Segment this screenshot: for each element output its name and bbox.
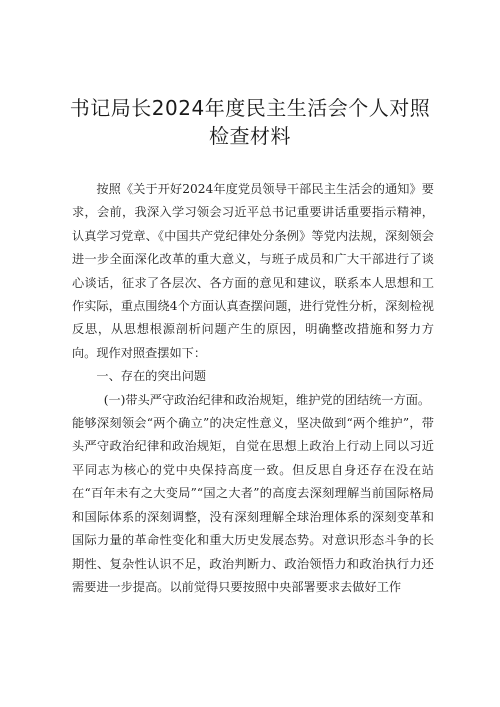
document-title: 书记局长2024年度民主生活会个人对照检查材料 bbox=[69, 96, 431, 148]
section-heading: 一、存在的突出问题 bbox=[96, 369, 207, 384]
intro-paragraph: 按照《关于开好2024年度党员领导干部民主生活会的通知》要求，会前，我深入学习领会习近平总书记重要讲话重要指示精神，认真学习党章、《中国共产党纪律处分条例》等党内法规，深刻领会进一步全面深化改革的重大意义，与班子成员和广大干部进行了谈心谈话，征求了各层次、各方面的意见和建议，联系本人思想和工作实际，重点围绕4个方面认真查摆问题，进行党性分析，深刻检视反思，从思想根源剖析问题产生的原因，明确整改措施和努力方向。现作对照查摆如下： bbox=[72, 182, 434, 360]
subsection-paragraph: 能够深刻领会“两个确立”的决定性意义，坚决做到“两个维护”，带头严守政治纪律和政治规矩，自觉在思想上政治上行动上同以习近平同志为核心的党中央保持高度一致。但反思自身还存在没在站在“百年未有之大变局”“国之大者”的高度去深刻理解当前国际格局和国际体系的深刻调整，没有深刻理解全球治理体系的深刻变革和国际力量的革命性变化和重大历史发展态势。对意识形态斗争的长期性、复杂性认识不足，政治判断力、政治领悟力和政治执行力还需要进一步提高。以前觉得只要按照中央部署要求去做好工作 bbox=[72, 416, 434, 594]
document-body bbox=[72, 178, 434, 599]
subsection-heading: (一)带头严守政治纪律和政治规矩，维护党的团结统一方面。 bbox=[103, 392, 431, 407]
